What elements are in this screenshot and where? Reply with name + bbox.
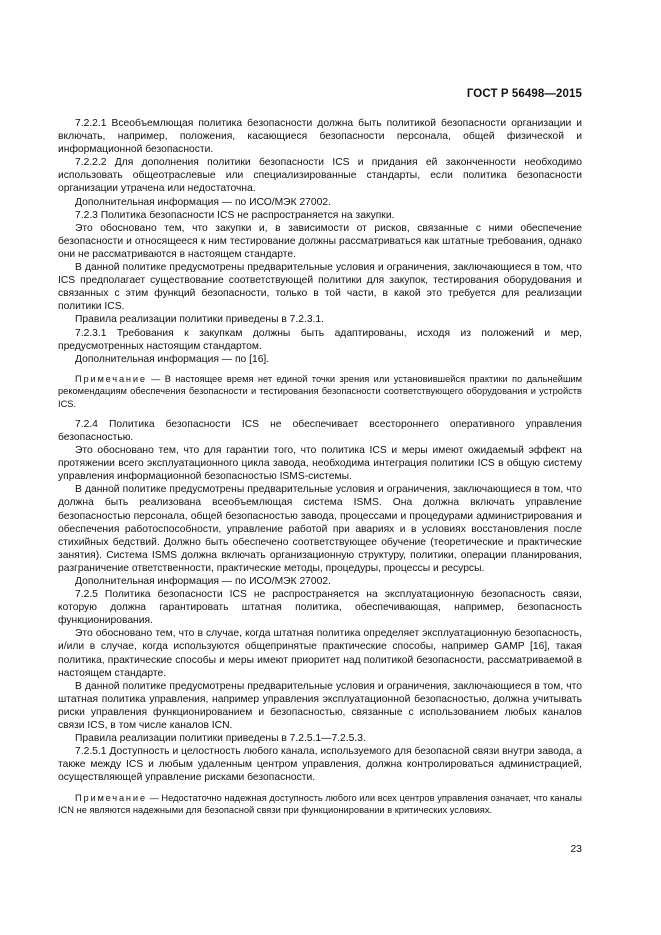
paragraph-7-2-2-1: 7.2.2.1 Всеобъемлющая политика безопасности должна быть политикой безопасности организации и включать, например, положения, касающиеся безопасности персонала, общей физической и информационной безопасности. [58, 118, 582, 156]
note-text: — Недостаточно надежная доступность любого или всех центров управления означает, что каналы ICN не являются надежными для безопасной связи при функционировании в критических условиях. [58, 792, 582, 816]
paragraph-justification: Это обосновано тем, что для гарантии того, что политика ICS и меры имеют ожидаемый эффект на протяжении всего эксплуатационного цикла завода, необходима интеграция политики ICS в общую систему управления информационной безопасностью ISMS-системы. [58, 445, 582, 483]
note [58, 792, 582, 817]
paragraph-preconditions: В данной политике предусмотрены предварительные условия и ограничения, заключающиеся в том, что ICS предполагает существование соответствующей политики для закупок, тестирования оборудования и связанных с этим функций безопасности, только в той части, в какой это требуется для реализации политики ICS. [58, 262, 582, 313]
paragraph-justification: Это обосновано тем, что в случае, когда штатная политика определяет эксплуатационную безопасность, и/или в случае, когда используются общепринятые практические способы, например GAMP [16], такая политика, практические способы и меры имеют приоритет над политикой безопасности, рассматриваемой в настоящем стандарте. [58, 628, 582, 679]
paragraph-preconditions: В данной политике предусмотрены предварительные условия и ограничения, заключающиеся в том, что должна быть реализована всеобъемлющая система ISMS. Она должна включать управление безопасностью персонала, общей безопасностью завода, процессами и процедурами администрирования и обеспечения работоспособности, управление работой при авариях и в условиях восстановления после стихийных бедствий. Должно быть обеспечено соответствующее обучение (теоретические и практические занятия). Система ISMS должна включать организационную структуру, политики, операции планирования, разграничение ответственности, практические методы, процедуры, процессы и ресурсы. [58, 484, 582, 574]
paragraph-7-2-3: 7.2.3 Политика безопасности ICS не распространяется на закупки. [75, 209, 395, 221]
paragraph-7-2-3-1: 7.2.3.1 Требования к закупкам должны быть адаптированы, исходя из положений и мер, предусмотренных настоящим стандартом. [58, 327, 582, 352]
note-label: Примечание [75, 373, 147, 384]
page-number: 23 [570, 843, 582, 855]
paragraph-7-2-5-1: 7.2.5.1 Доступность и целостность любого канала, используемого для безопасной связи внутри завода, а также между ICS и любым удаленным центром управления, должна контролироваться администрацией, осуществляющей управление рисками безопасности. [58, 746, 582, 784]
note-text: — В настоящее время нет единой точки зрения или установившейся практики по дальнейшим рекомендациям обеспечения безопасности и тестирования безопасности соответствующего оборудования и устройств ICS. [58, 373, 582, 410]
note-label: Примечание [75, 792, 147, 803]
paragraph-rules: Правила реализации политики приведены в 7.2.3.1. [75, 314, 325, 326]
paragraph-7-2-4: 7.2.4 Политика безопасности ICS не обеспечивает всестороннего оперативного управления безопасностью. [58, 418, 582, 443]
paragraph-7-2-5: 7.2.5 Политика безопасности ICS не распространяется на эксплуатационную безопасность связи, которую должна гарантировать штатная политика, обеспечивающая, например, безопасность функционирования. [58, 589, 582, 627]
paragraph-justification: Это обосновано тем, что закупки и, в зависимости от рисков, связанные с ними обеспечение безопасности и относящееся к ним тестирование должны рассматриваться как штатные требования, однако они не рассматриваются в настоящем стандарте. [58, 222, 582, 260]
note [58, 373, 582, 411]
paragraph-preconditions: В данной политике предусмотрены предварительные условия и ограничения, заключающиеся в том, что штатная политика управления, например управления эксплуатационной безопасностью, должна учитывать риски управления функционированием и безопасностью, связанные с использованием любых каналов связи ICS, в том числе каналов ICN. [58, 680, 582, 732]
page-content [58, 117, 582, 817]
paragraph-additional-info: Дополнительная информация — по ИСО/МЭК 27002. [75, 576, 331, 588]
paragraph-additional-info: Дополнительная информация — по ИСО/МЭК 27002. [75, 196, 331, 208]
paragraph-7-2-2-2: 7.2.2.2 Для дополнения политики безопасности ICS и придания ей законченности необходимо использовать общеотраслевые или специализированные стандарты, если политика безопасности организации утрачена или недостаточна. [58, 157, 582, 195]
paragraph-rules: Правила реализации политики приведены в 7.2.5.1—7.2.5.3. [75, 733, 366, 745]
paragraph-additional-info: Дополнительная информация — по [16]. [75, 353, 270, 365]
standard-header: ГОСТ Р 56498—2015 [466, 88, 582, 100]
